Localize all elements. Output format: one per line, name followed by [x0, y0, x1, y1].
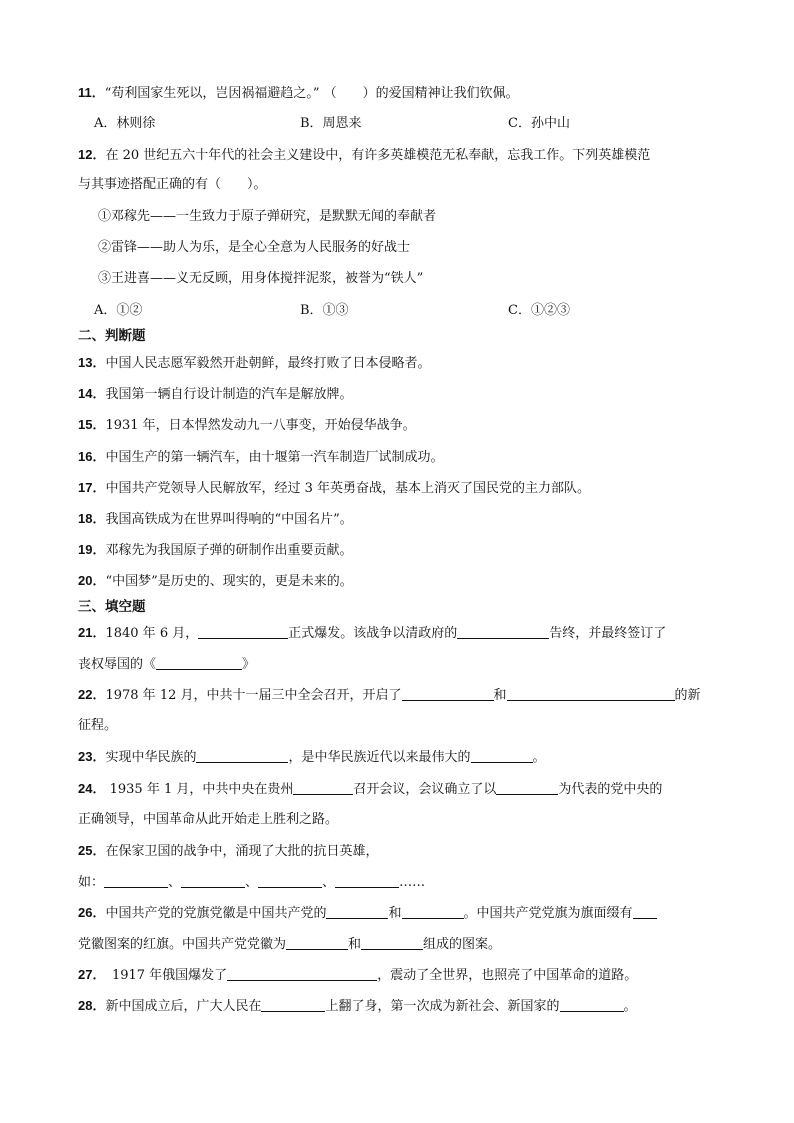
- option-b: B．周恩来: [300, 116, 362, 131]
- question-16: [78, 448, 734, 467]
- question-18: [78, 510, 734, 529]
- question-text: 召开会议，会议确立了以: [353, 782, 497, 797]
- question-text: 中国人民志愿军毅然开赴朝鲜，最终打败了日本侵略者。: [105, 356, 431, 371]
- question-text: 和: [348, 937, 362, 952]
- answer-blank[interactable]: [457, 624, 549, 639]
- question-11: [78, 84, 734, 103]
- question-text: 党徽图案的红旗。中国共产党党徽为: [78, 937, 287, 952]
- answer-blank[interactable]: [335, 873, 399, 888]
- question-27: [78, 966, 734, 985]
- question-24-cont: 正确领导，中国革命从此开始走上胜利之路。: [78, 812, 339, 827]
- question-number: 21．: [78, 625, 106, 640]
- question-number: 15．: [78, 417, 106, 432]
- ellipsis: ……: [399, 875, 426, 890]
- question-text: 我国高铁成为在世界叫得响的“中国名片”。: [105, 512, 353, 527]
- option-c: C．孙中山: [508, 116, 570, 131]
- question-26-cont: [78, 935, 501, 954]
- question-text: 1935 年 1 月，中共中央在贵州: [105, 782, 294, 797]
- answer-blank[interactable]: [227, 966, 377, 981]
- statement-item: ①邓稼先——一生致力于原子弹研究，是默默无闻的奉献者: [98, 209, 437, 224]
- question-text: 告终，并最终签订了: [549, 626, 667, 641]
- question-12: [78, 146, 734, 165]
- question-text: 的新: [674, 688, 701, 703]
- question-24: [78, 780, 734, 799]
- separator: 、: [245, 875, 259, 890]
- question-28: [78, 997, 734, 1016]
- answer-blank[interactable]: [156, 655, 242, 670]
- question-text: 我国第一辆自行设计制造的汽车是解放牌。: [105, 387, 353, 402]
- question-15: [78, 416, 734, 435]
- statement-item: ③王进喜——义无反顾，用身体搅拌泥浆，被誉为“铁人”: [98, 271, 424, 286]
- question-number: 26．: [78, 905, 106, 920]
- question-text: 。中国共产党党旗为旗面缀有: [463, 906, 633, 921]
- answer-blank[interactable]: [261, 997, 325, 1012]
- separator: 、: [322, 875, 336, 890]
- answer-blank[interactable]: [293, 780, 353, 795]
- question-text: 邓稼先为我国原子弹的研制作出重要贡献。: [105, 543, 353, 558]
- question-text: 新中国成立后，广大人民在: [105, 999, 262, 1014]
- answer-blank[interactable]: [196, 748, 288, 763]
- question-text: 中国共产党领导人民解放军，经过 3 年英勇奋战，基本上消灭了国民党的主力部队。: [105, 481, 591, 496]
- question-number: 19．: [78, 542, 106, 557]
- question-number: 22．: [78, 687, 106, 702]
- separator: 、: [168, 875, 182, 890]
- question-number: 25．: [78, 843, 106, 858]
- statement-item: ②雷锋——助人为乐，是全心全意为人民服务的好战士: [98, 240, 411, 255]
- question-number: 14．: [78, 386, 106, 401]
- question-text: 和: [493, 688, 507, 703]
- question-19: [78, 541, 734, 560]
- option-a: A．林则徐: [94, 116, 156, 131]
- question-number: 23．: [78, 749, 106, 764]
- answer-blank[interactable]: [258, 873, 322, 888]
- question-text: 正式爆发。该战争以清政府的: [288, 626, 458, 641]
- answer-blank[interactable]: [326, 904, 388, 919]
- question-text: 中国共产党的党旗党徽是中国共产党的: [105, 906, 327, 921]
- question-number: 12．: [78, 147, 106, 162]
- question-17: [78, 479, 734, 498]
- question-text: ，震动了全世界，也照亮了中国革命的道路。: [377, 968, 638, 983]
- question-text: 实现中华民族的: [105, 750, 197, 765]
- question-text: ，是中华民族近代以来最伟大的: [288, 750, 471, 765]
- answer-blank[interactable]: [633, 904, 657, 919]
- question-number: 20．: [78, 573, 106, 588]
- question-26: [78, 904, 734, 923]
- question-number: 28．: [78, 998, 106, 1013]
- question-text: 和: [388, 906, 402, 921]
- question-number: 11．: [78, 85, 105, 100]
- question-13: [78, 354, 734, 373]
- question-text: 1840 年 6 月，: [105, 626, 199, 641]
- question-text: 1917 年俄国爆发了: [98, 968, 228, 983]
- question-text: 上翻了身，第一次成为新社会、新国家的: [325, 999, 560, 1014]
- answer-blank[interactable]: [286, 935, 348, 950]
- answer-blank[interactable]: [104, 873, 168, 888]
- question-text: 1978 年 12 月，中共十一届三中全会召开，开启了: [105, 688, 402, 703]
- question-number: 18．: [78, 511, 106, 526]
- question-text: “苟利国家生死以，岂因祸福避趋之。” （ ）的爱国精神让我们钦佩。: [104, 86, 519, 101]
- question-text: 。: [623, 999, 637, 1014]
- answer-blank[interactable]: [402, 686, 494, 701]
- question-25-cont: [78, 873, 425, 892]
- question-22: [78, 686, 734, 705]
- question-25: [78, 842, 734, 861]
- question-number: 17．: [78, 480, 106, 495]
- answer-blank[interactable]: [402, 904, 464, 919]
- question-text: 。: [532, 750, 546, 765]
- question-text: 》: [242, 657, 256, 672]
- question-21: [78, 624, 734, 643]
- question-text: 在 20 世纪五六十年代的社会主义建设中，有许多英雄模范无私奉献，忘我工作。下列英雄模范: [105, 148, 651, 163]
- question-number: 24．: [78, 781, 106, 796]
- question-text-cont: 与其事迹搭配正确的有（ ）。: [78, 177, 267, 192]
- answer-blank[interactable]: [560, 997, 624, 1012]
- question-text: 为代表的党中央的: [558, 782, 663, 797]
- question-text: 在保家卫国的战争中，涌现了大批的抗日英雄，: [105, 844, 379, 859]
- question-number: 27．: [78, 967, 99, 982]
- answer-blank[interactable]: [507, 686, 675, 701]
- question-text: 1931 年，日本悍然发动九一八事变，开始侵华战争。: [105, 418, 416, 433]
- section-heading-fill: 三、填空题: [78, 599, 146, 615]
- option-a: A．①②: [94, 303, 143, 318]
- question-text: 中国生产的第一辆汽车，由十堰第一汽车制造厂试制成功。: [105, 450, 444, 465]
- question-14: [78, 385, 734, 404]
- section-heading-judge: 二、判断题: [78, 328, 146, 344]
- option-b: B．①③: [300, 303, 349, 318]
- question-text: “中国梦”是历史的、现实的，更是未来的。: [105, 574, 353, 589]
- answer-blank[interactable]: [181, 873, 245, 888]
- question-22-cont: 征程。: [78, 718, 118, 733]
- answer-blank[interactable]: [496, 780, 558, 795]
- option-c: C．①②③: [508, 303, 570, 318]
- question-20: [78, 572, 734, 591]
- question-number: 16．: [78, 449, 106, 464]
- question-text: 如：: [78, 875, 105, 890]
- answer-blank[interactable]: [198, 624, 288, 639]
- answer-blank[interactable]: [361, 935, 423, 950]
- question-number: 13．: [78, 355, 106, 370]
- question-text: 丧权辱国的《: [78, 657, 157, 672]
- question-23: [78, 748, 734, 767]
- answer-blank[interactable]: [471, 748, 533, 763]
- question-21-cont: [78, 655, 255, 674]
- question-text: 组成的图案。: [423, 937, 502, 952]
